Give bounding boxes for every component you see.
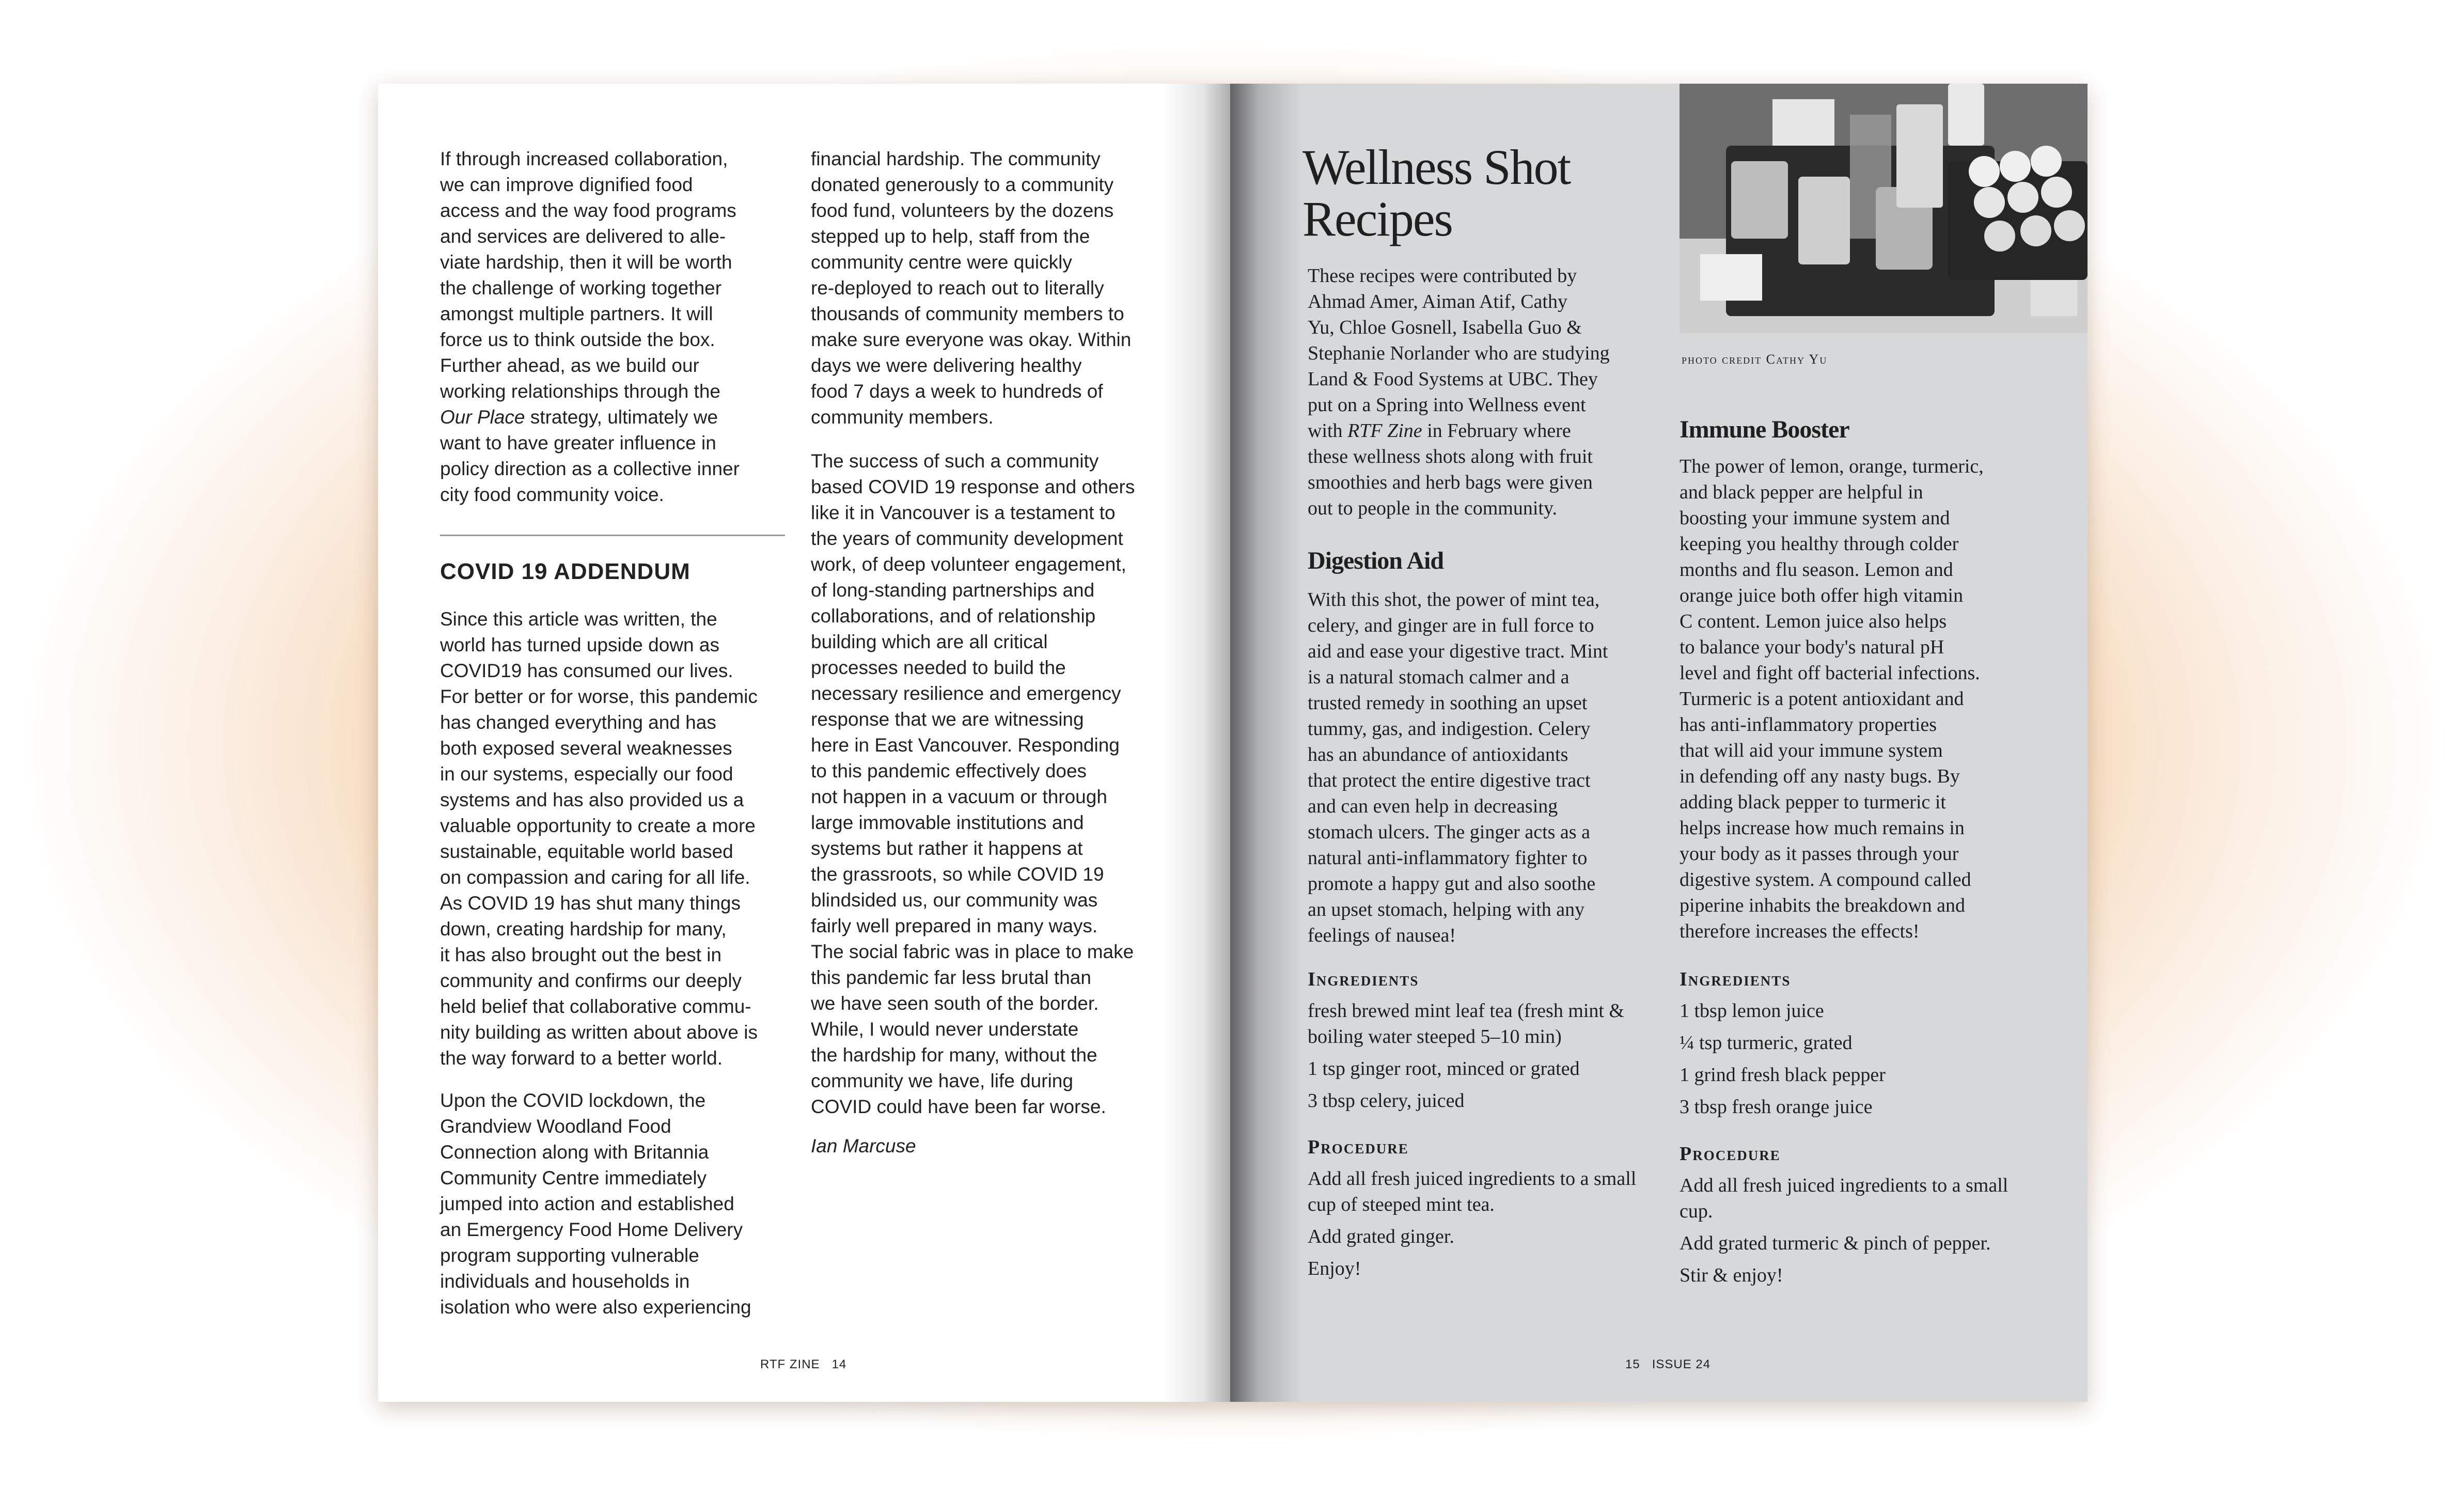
intro-paragraph xyxy=(440,146,791,508)
intro-lines: If through increased collaboration, we can improve dignified food access and the way food programs and services are delivered to alle- viate hardship, then it will be worth the challenge of working together amongst multiple partners. It will force us to think outside the box. Further ahead, as we build our working relationships through the xyxy=(440,148,736,402)
digestion-ingredients-list xyxy=(1308,998,1643,1120)
right-page xyxy=(1230,84,2088,1402)
procedure-step: Add all fresh juiced ingredients to a small cup of steeped mint tea. xyxy=(1308,1168,1637,1215)
digestion-procedure-list xyxy=(1308,1166,1643,1288)
left-page xyxy=(378,84,1230,1402)
intro-lines-continued: want to have greater influence in policy direction as a collective inner city food community voice. xyxy=(440,432,740,505)
continuation-text: financial hardship. The community donated generously to a community food fund, volunteers by the dozens stepped up to help, staff from the community centre were quickly re-deployed to reach out to literally thousands of community members to make sure everyone was okay. Within days we were delivering healthy food 7 days a week to hundreds of community members. xyxy=(811,148,1132,428)
right-folio xyxy=(1625,1357,1710,1372)
addendum-heading: COVID 19 ADDENDUM xyxy=(440,559,690,584)
immune-procedure-label: Procedure xyxy=(1680,1143,1781,1165)
procedure-step: Stir & enjoy! xyxy=(1680,1264,1783,1286)
addendum-paragraph-1 xyxy=(440,606,791,1071)
folio-page-number: 14 xyxy=(831,1357,847,1371)
procedure-step: Add all fresh juiced ingredients to a small cup. xyxy=(1680,1175,2008,1222)
immune-procedure-list xyxy=(1680,1173,2031,1294)
intro-lines-continued: these wellness shots along with fruit smoothies and herb bags were given out to people in the community. xyxy=(1308,446,1593,519)
right-column-continuation xyxy=(811,146,1162,430)
addendum-paragraph-2 xyxy=(440,1088,791,1320)
digestion-body-text: With this shot, the power of mint tea, celery, and ginger are in full force to aid and ease your digestive tract. Mint is a natural stomach calmer and a trusted remedy in soothing an upset tummy, gas, and indigestion. Celery has an abundance of antioxidants that protect the entire digestive tract and can even help in decreasing stomach ulcers. The ginger acts as a natural anti-inflammatory fighter to promote a happy gut and also soothe an upset stomach, helping with any feelings of nausea! xyxy=(1308,589,1608,946)
procedure-step: Add grated turmeric & pinch of pepper. xyxy=(1680,1232,1991,1254)
folio-name: RTF ZINE xyxy=(760,1357,820,1371)
ingredient-item: 1 tbsp lemon juice xyxy=(1680,1000,1824,1022)
intro-lines: These recipes were contributed by Ahmad Amer, Aiman Atif, Cathy Yu, Chloe Gosnell, Isabella Guo & Stephanie Norlander who are studying Land & Food Systems at UBC. They put on a Spring into Wellness event xyxy=(1308,265,1610,416)
col2-p2-text: The success of such a community based COVID 19 response and others like it in Vancouver is a testament to the years of community development work, of deep volunteer engagement, of long-standing partnerships and collaborations, and of relationship building which are all critical processes needed to build the necessary resilience and emergency response that we are witnessing here in East Vancouver. Responding to this pandemic effectively does not happen in a vacuum or through large immovable institutions and systems but rather it happens at the grassroots, so while COVID 19 blindsided us, our community was fairly well prepared in many ways. The social fabric was in place to make this pandemic far less brutal than we have seen south of the border. While, I would never understate the hardship for many, without the community we have, life during COVID could have been far worse. xyxy=(811,450,1135,1117)
ingredient-item: 3 tbsp celery, juiced xyxy=(1308,1090,1465,1112)
procedure-step: Enjoy! xyxy=(1308,1258,1361,1279)
right-column-paragraph-2 xyxy=(811,448,1162,1120)
immune-ingredients-label: Ingredients xyxy=(1680,968,1791,990)
folio-issue: ISSUE 24 xyxy=(1652,1357,1711,1371)
intro-zine-name: RTF Zine xyxy=(1347,420,1422,442)
digestion-procedure-label: Procedure xyxy=(1308,1136,1409,1158)
procedure-step: Add grated ginger. xyxy=(1308,1226,1454,1247)
author-signature: Ian Marcuse xyxy=(811,1135,916,1156)
left-folio xyxy=(760,1357,846,1372)
folio-page-number: 15 xyxy=(1625,1357,1640,1371)
immune-booster-heading: Immune Booster xyxy=(1680,416,1849,443)
ingredient-item: 3 tbsp fresh orange juice xyxy=(1680,1096,1873,1118)
digestion-aid-body xyxy=(1308,587,1643,948)
ingredient-item: fresh brewed mint leaf tea (fresh mint & boiling water steeped 5–10 min) xyxy=(1308,1000,1625,1048)
digestion-ingredients-label: Ingredients xyxy=(1308,968,1419,990)
section-divider xyxy=(440,535,785,536)
digestion-aid-heading: Digestion Aid xyxy=(1308,547,1444,574)
article-title xyxy=(1302,139,1571,246)
title-line-2: Recipes xyxy=(1302,191,1452,246)
immune-ingredients-list xyxy=(1680,998,2031,1126)
intro-text xyxy=(1308,263,1643,521)
recipe-photo xyxy=(1680,84,2088,333)
immune-body-text: The power of lemon, orange, turmeric, and black pepper are helpful in boosting your immune system and keeping you healthy through colder months and flu season. Lemon and orange juice both offer high vitamin C content. Lemon juice also helps to balance your body's natural pH level and fight off bacterial infections. Turmeric is a potent antioxidant and has anti-inflammatory properties that will aid your immune system in defending off any nasty bugs. By adding black pepper to turmeric it helps increase how much remains in your body as it passes through your digestive system. A compound called piperine inhabits the breakdown and therefore increases the effects! xyxy=(1680,456,1984,942)
title-line-1: Wellness Shot xyxy=(1302,139,1571,195)
addendum-p2-text: Upon the COVID lockdown, the Grandview Woodland Food Connection along with Britannia Community Centre immediately jumped into action and established an Emergency Food Home Delivery program supporting vulnerable individuals and households in isolation who were also experiencing xyxy=(440,1090,751,1318)
intro-with-suffix: in February where xyxy=(1422,420,1571,442)
ingredient-item: ¼ tsp turmeric, grated xyxy=(1680,1032,1853,1054)
photo-credit: photo credit Cathy Yu xyxy=(1682,352,1828,367)
intro-with: with xyxy=(1308,420,1348,442)
immune-booster-body xyxy=(1680,454,2031,944)
ingredient-item: 1 tsp ginger root, minced or grated xyxy=(1308,1058,1580,1080)
addendum-p1-text: Since this article was written, the world has turned upside down as COVID19 has consumed our lives. For better or for worse, this pandemic has changed everything and has both exposed several weaknesses in our systems, especially our food systems and has also provided us a valuable opportunity to create a more sustainable, equitable world based on compassion and caring for all life. As COVID 19 has shut many things down, creating hardship for many, it has also brought out the best in community and confirms our deeply held belief that collaborative commu- nity building as written about above is the way forward to a better world. xyxy=(440,608,758,1069)
left-column-intro xyxy=(440,146,791,508)
ingredient-item: 1 grind fresh black pepper xyxy=(1680,1064,1886,1086)
recipes-intro xyxy=(1308,263,1643,521)
photo-illustration xyxy=(1680,84,2088,333)
intro-after-italic: strategy, ultimately we xyxy=(525,407,718,428)
intro-italic-text: Our Place xyxy=(440,407,525,428)
